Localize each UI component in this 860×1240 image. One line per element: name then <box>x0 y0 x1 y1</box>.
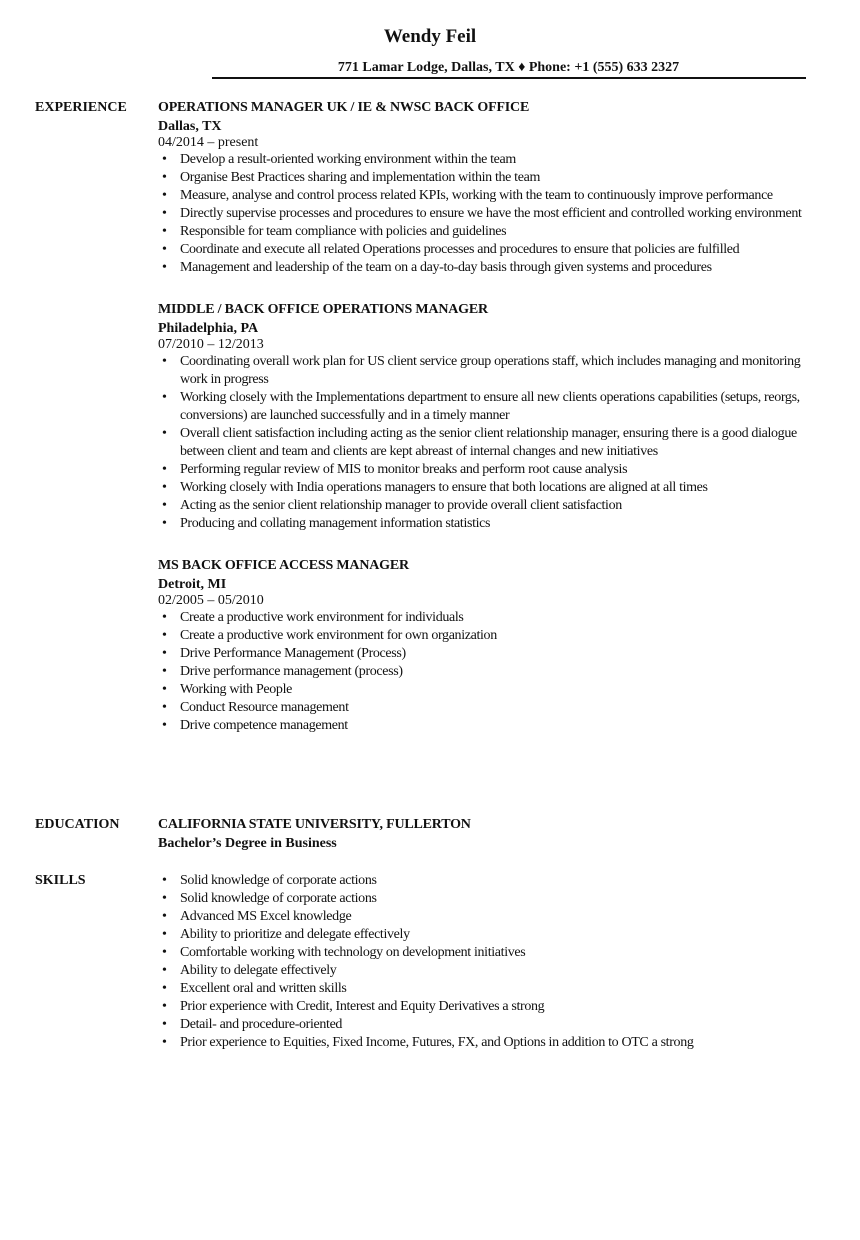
skill-item: • Detail- and procedure-oriented <box>158 1016 818 1034</box>
skill-item: • Comfortable working with technology on development initiatives <box>158 944 818 962</box>
job-bullet: • Producing and collating management information statistics <box>158 515 818 533</box>
job-bullet: • Create a productive work environment for own organization <box>158 627 818 645</box>
job-bullet: • Working closely with India operations managers to ensure that both locations are aligned at all times <box>158 479 818 497</box>
job-location: Detroit, MI <box>158 577 227 592</box>
skill-item: • Prior experience with Credit, Interest and Equity Derivatives a strong <box>158 998 818 1016</box>
skills-list <box>158 872 818 1052</box>
job-bullet: • Measure, analyse and control process related KPIs, working with the team to continuously improve performance <box>158 187 818 205</box>
job-bullet: • Performing regular review of MIS to monitor breaks and perform root cause analysis <box>158 461 818 479</box>
job-dates: 02/2005 – 05/2010 <box>158 593 264 608</box>
job-bullet: • Develop a result-oriented working environment within the team <box>158 151 818 169</box>
job-entry <box>158 300 818 533</box>
job-bullet: • Working with People <box>158 681 818 699</box>
job-entry <box>158 556 818 735</box>
job-bullet: • Organise Best Practices sharing and implementation within the team <box>158 169 818 187</box>
skill-item: • Prior experience to Equities, Fixed Income, Futures, FX, and Options in addition to OTC a strong <box>158 1034 818 1052</box>
skill-item: • Solid knowledge of corporate actions <box>158 872 818 890</box>
job-entry <box>158 98 818 277</box>
experience-list <box>158 98 818 758</box>
skill-item: • Ability to prioritize and delegate effectively <box>158 926 818 944</box>
job-bullet: • Responsible for team compliance with policies and guidelines <box>158 223 818 241</box>
job-bullet: • Conduct Resource management <box>158 699 818 717</box>
job-bullets <box>158 609 818 735</box>
section-label-experience: EXPERIENCE <box>35 100 127 115</box>
job-bullet: • Coordinate and execute all related Operations processes and procedures to ensure that policies are fulfilled <box>158 241 818 259</box>
skill-item: • Ability to delegate effectively <box>158 962 818 980</box>
job-bullet: • Drive performance management (process) <box>158 663 818 681</box>
job-dates: 07/2010 – 12/2013 <box>158 337 264 352</box>
job-dates: 04/2014 – present <box>158 135 259 150</box>
school-name: CALIFORNIA STATE UNIVERSITY, FULLERTON <box>158 817 471 832</box>
skill-item: • Excellent oral and written skills <box>158 980 818 998</box>
job-bullet: • Working closely with the Implementations department to ensure all new clients operations capabilities (setups, reorgs, conversions) are launched successfully and in a timely manner <box>158 389 818 425</box>
section-label-education: EDUCATION <box>35 817 120 832</box>
degree: Bachelor’s Degree in Business <box>158 836 337 851</box>
job-bullet: • Drive Performance Management (Process) <box>158 645 818 663</box>
job-title: MIDDLE / BACK OFFICE OPERATIONS MANAGER <box>158 302 488 317</box>
contact-line: 771 Lamar Lodge, Dallas, TX ♦ Phone: +1 (555) 633 2327 <box>337 60 680 75</box>
section-label-skills: SKILLS <box>35 873 86 888</box>
job-bullet: • Overall client satisfaction including acting as the senior client relationship manager, ensuring there is a good dialogue between client and team and clients are kept abreast of internal changes and new initiatives <box>158 425 818 461</box>
job-bullet: • Coordinating overall work plan for US client service group operations staff, which includes managing and monitoring work in progress <box>158 353 818 389</box>
job-bullets <box>158 353 818 533</box>
header-divider <box>212 77 806 79</box>
skill-item: • Advanced MS Excel knowledge <box>158 908 818 926</box>
job-title: OPERATIONS MANAGER UK / IE & NWSC BACK OFFICE <box>158 100 530 115</box>
job-bullet: • Drive competence management <box>158 717 818 735</box>
job-bullet: • Acting as the senior client relationship manager to provide overall client satisfaction <box>158 497 818 515</box>
job-location: Dallas, TX <box>158 119 222 134</box>
job-bullet: • Management and leadership of the team on a day-to-day basis through given systems and procedures <box>158 259 818 277</box>
job-bullet: • Create a productive work environment for individuals <box>158 609 818 627</box>
job-bullets <box>158 151 818 277</box>
job-title: MS BACK OFFICE ACCESS MANAGER <box>158 558 409 573</box>
skill-item: • Solid knowledge of corporate actions <box>158 890 818 908</box>
job-location: Philadelphia, PA <box>158 321 259 336</box>
candidate-name: Wendy Feil <box>383 26 477 47</box>
job-bullet: • Directly supervise processes and procedures to ensure we have the most efficient and controlled working environment <box>158 205 818 223</box>
